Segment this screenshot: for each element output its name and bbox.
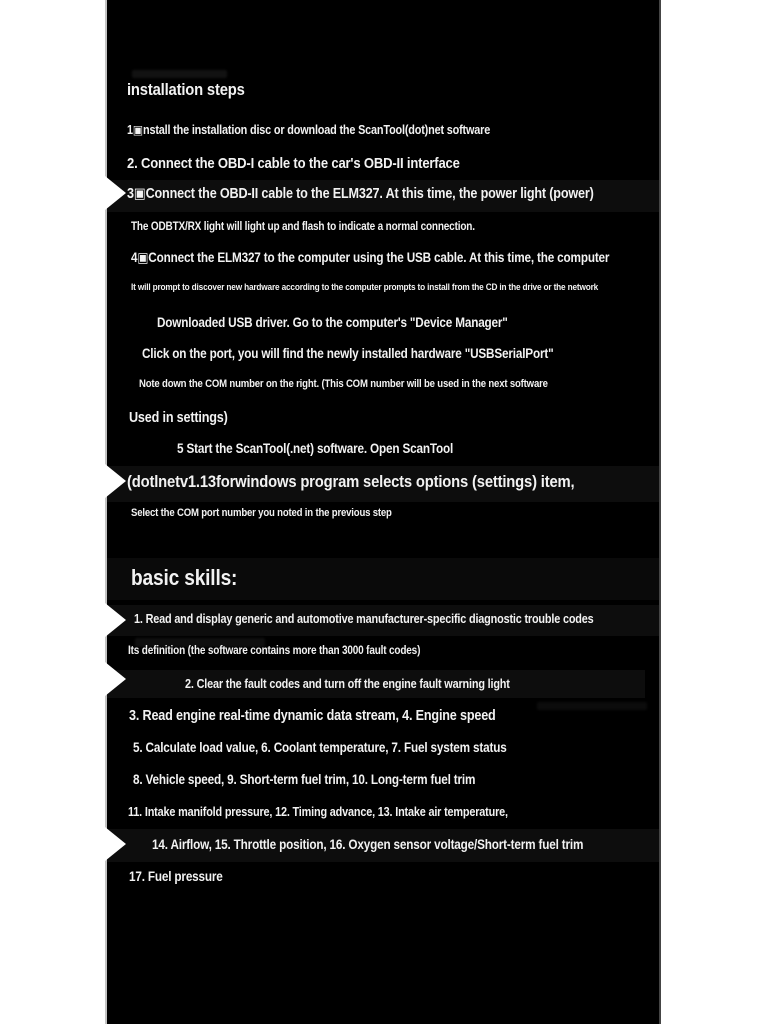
step-line: 5 Start the ScanTool(.net) software. Open ScanTool [177,441,454,456]
step-line: 1▣nstall the installation disc or download the ScanTool(dot)net software [127,123,491,137]
ghost-smudge [132,70,227,78]
skill-line: Its definition (the software contains more than 3000 fault codes) [128,645,421,657]
step-line: Note down the COM number on the right. (This COM number will be used in the next software [139,378,548,390]
step-line: 3▣Connect the OBD-II cable to the ELM327. At this time, the power light (power) [127,186,594,202]
skill-line: 3. Read engine real-time dynamic data stream, 4. Engine speed [129,708,496,724]
skill-line: 14. Airflow, 15. Throttle position, 16. Oxygen sensor voltage/Short-term fuel trim [152,837,584,852]
skill-line: 1. Read and display generic and automotive manufacturer-specific diagnostic trouble codes [134,612,594,626]
arrow-notch [105,827,126,861]
arrow-notch [105,464,126,498]
step-line: The ODBTX/RX light will light up and flash to indicate a normal connection. [131,221,475,233]
skill-line: 11. Intake manifold pressure, 12. Timing advance, 13. Intake air temperature, [128,805,508,819]
ghost-smudge [537,702,647,710]
arrow-notch [105,176,126,210]
content-panel [105,0,661,1024]
skill-line: 17. Fuel pressure [129,869,223,884]
section-heading-installation: installation steps [127,80,245,99]
arrow-notch [105,603,126,637]
step-line: 4▣Connect the ELM327 to the computer using the USB cable. At this time, the computer [131,250,610,265]
step-line: Used in settings) [129,410,228,426]
step-line: 2. Connect the OBD-I cable to the car's OBD-II interface [127,155,460,172]
step-line: Downloaded USB driver. Go to the computer's "Device Manager" [157,315,508,330]
skill-line: 2. Clear the fault codes and turn off the engine fault warning light [185,677,510,691]
arrow-notch [105,662,126,696]
step-line: Select the COM port number you noted in the previous step [131,507,392,519]
skill-line: 5. Calculate load value, 6. Coolant temperature, 7. Fuel system status [133,740,507,755]
skill-line: 8. Vehicle speed, 9. Short-term fuel trim, 10. Long-term fuel trim [133,772,476,787]
step-line: Click on the port, you will find the newly installed hardware "USBSerialPort" [142,346,554,361]
step-line: (dotlnetv1.13forwindows program selects options (settings) item, [127,472,575,491]
section-heading-basic-skills: basic skills: [131,565,238,590]
step-line: It will prompt to discover new hardware according to the computer prompts to install from the CD in the drive or the network [131,282,599,293]
